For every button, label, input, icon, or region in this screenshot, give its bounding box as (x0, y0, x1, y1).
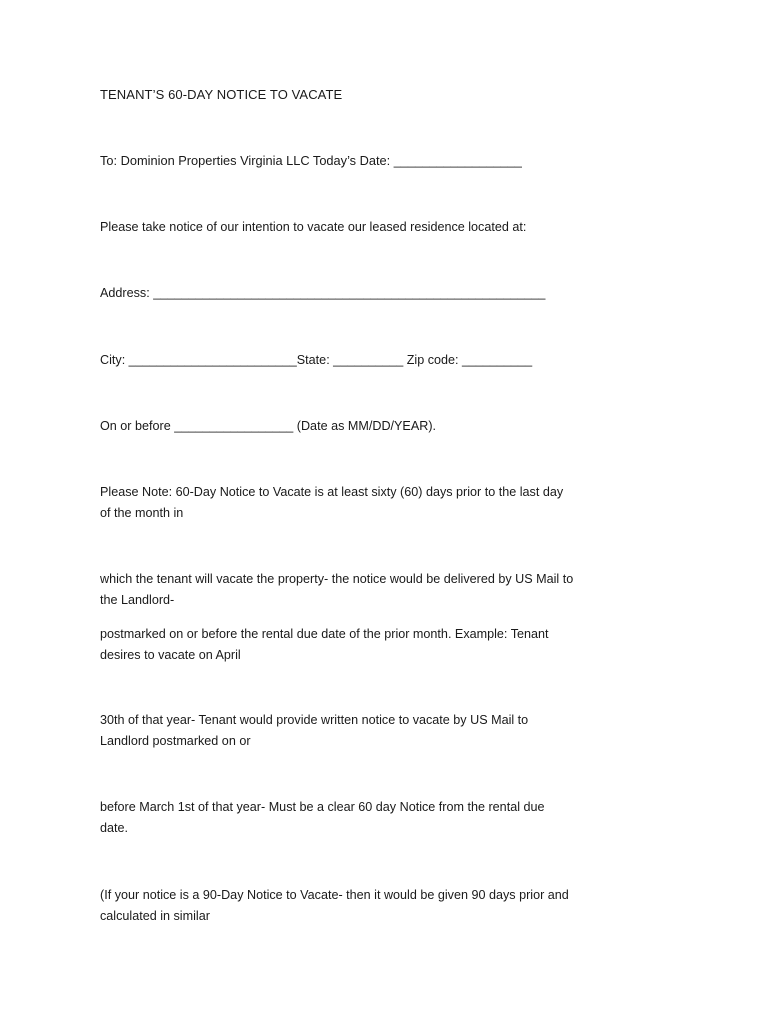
note-paragraph-2-line-2: the Landlord- (100, 593, 175, 607)
note-paragraph-1-line-2: of the month in (100, 506, 184, 520)
note-paragraph-6-line-1: (If your notice is a 90-Day Notice to Vacate- then it would be given 90 days prior and (100, 888, 569, 902)
note-paragraph-1-line-1: Please Note: 60-Day Notice to Vacate is at least sixty (60) days prior to the last day (100, 485, 564, 499)
note-paragraph-4-line-1: 30th of that year- Tenant would provide written notice to vacate by US Mail to (100, 713, 529, 727)
city-state-zip-field: City: ________________________State: __________ Zip code: __________ (100, 353, 533, 367)
document-title: TENANT’S 60-DAY NOTICE TO VACATE (100, 87, 343, 102)
note-paragraph-2-line-1: which the tenant will vacate the property- the notice would be delivered by US Mail to (100, 572, 574, 586)
note-paragraph-5-line-2: date. (100, 821, 129, 835)
note-paragraph-3-line-2: desires to vacate on April (100, 648, 241, 662)
vacate-date-field: On or before _________________ (Date as MM/DD/YEAR). (100, 419, 437, 433)
note-paragraph-6-line-2: calculated in similar (100, 909, 210, 923)
intention-statement: Please take notice of our intention to vacate our leased residence located at: (100, 220, 527, 234)
address-field: Address: ________________________________________________________ (100, 286, 546, 300)
to-line: To: Dominion Properties Virginia LLC Today’s Date: __________________ (100, 153, 522, 168)
note-paragraph-5-line-1: before March 1st of that year- Must be a clear 60 day Notice from the rental due (100, 800, 545, 814)
note-paragraph-3-line-1: postmarked on or before the rental due date of the prior month. Example: Tenant (100, 627, 549, 641)
note-paragraph-4-line-2: Landlord postmarked on or (100, 734, 251, 748)
